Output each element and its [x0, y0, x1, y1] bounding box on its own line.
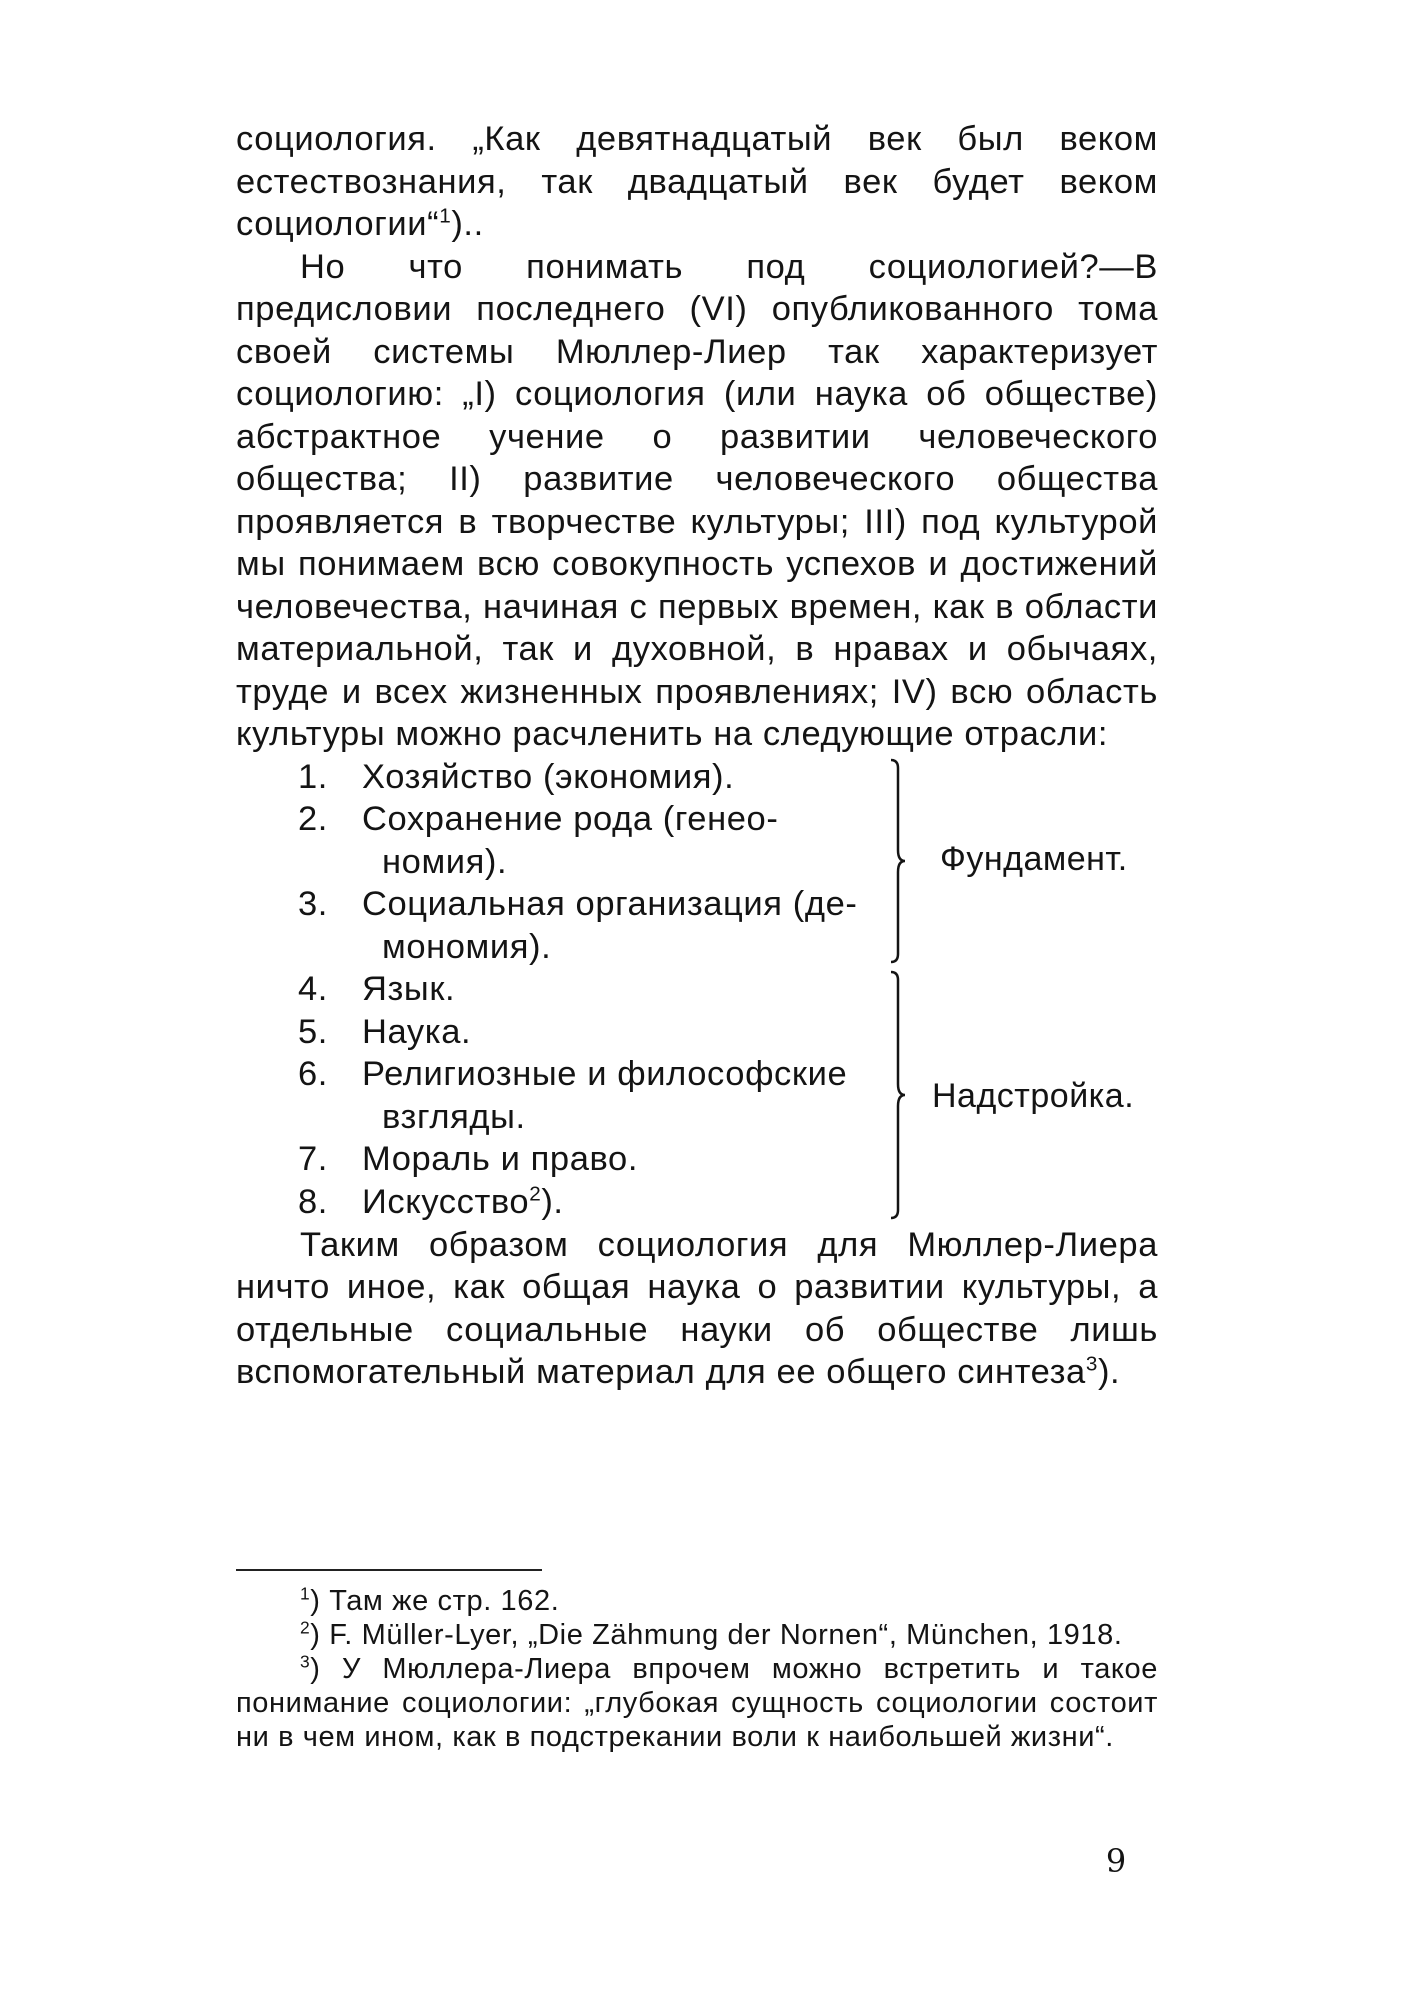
list-item-continuation: взгляды. — [382, 1097, 526, 1136]
list-item-number: 4. — [298, 970, 328, 1008]
footnote — [236, 1652, 1158, 1754]
list-item-text: Наука. — [362, 1012, 472, 1051]
list-item-text: Искусство — [362, 1182, 530, 1221]
list-item-number: 8. — [298, 1182, 328, 1221]
list-item — [236, 1181, 876, 1224]
list-item-continuation: номия). — [382, 842, 508, 881]
group-label-foundation: Фундамент. — [940, 839, 1128, 878]
paragraph-1-text: социология. „Как девятнадцатый век был веком естествознания, так двадцатый век будет веком социологии“ — [236, 120, 1158, 243]
culture-branches-list — [236, 756, 1158, 1224]
list-item-number: 6. — [298, 1055, 328, 1093]
footnote-ref-2[interactable]: 2 — [529, 1182, 542, 1206]
list-item — [236, 1011, 876, 1054]
list-item — [236, 756, 876, 799]
footnotes — [236, 1584, 1158, 1754]
list-item-text: Социальная организация (де- — [362, 885, 858, 923]
brace-shape — [888, 758, 916, 964]
group-label-superstructure: Надстройка. — [932, 1076, 1135, 1115]
paragraph-2: Но что понимать под социологией?—В предисловии последнего (VI) опубликованного тома своей системы Мюллер-Лиер так характеризует социологию: „I) социология (или наука об обществе) абстрактное учение о развитии человеческого общества; II) развитие человеческого общества проявляется в творчестве культуры; III) под культурой мы понимаем всю совокупность успехов и достижений человечества, начиная с первых времен, как в области материальной, так и духовной, в нравах и обычаях, труде и всех жизненных проявлениях; IV) всю область культуры можно расчленить на следующие отрасли: — [236, 247, 1158, 753]
paragraph-3-text: Таким образом социология для Мюллер-Лиера ничто иное, как общая наука о развитии культуры, а отдельные социальные науки об обществе лишь вспомогательный материал для ее общего синтеза — [236, 1225, 1158, 1391]
footnote-mark: 3 — [300, 1651, 311, 1672]
list-item — [236, 883, 876, 968]
branches-list — [236, 756, 876, 1224]
list-item-text: Сохранение рода (генео- — [362, 800, 779, 838]
footnote — [236, 1618, 1158, 1652]
list-item-end: ). — [541, 1182, 564, 1221]
footnote-mark: 2 — [300, 1617, 311, 1638]
footnote-mark: 1 — [300, 1583, 311, 1604]
list-item-number: 3. — [298, 885, 328, 923]
list-item-number: 2. — [298, 800, 328, 838]
paragraph-1-end: ).. — [451, 205, 484, 243]
list-item-text: Религиозные и философские — [362, 1055, 848, 1093]
main-text — [236, 118, 1158, 1394]
list-item-text: Язык. — [362, 970, 456, 1008]
list-item-number: 5. — [298, 1012, 328, 1051]
right-brace-superstructure — [888, 970, 916, 1220]
paragraph-3 — [236, 1224, 1158, 1394]
list-item-text: Хозяйство (экономия). — [362, 757, 735, 796]
footnote-text: ) У Мюллера-Лиера впрочем можно встретить и такое понимание социологии: „глубокая сущность социологии состоит ни в чем ином, как в подстрекании воли к наибольшей жизни“. — [236, 1653, 1158, 1753]
paragraph-1 — [236, 118, 1158, 246]
page-number: 9 — [1105, 1842, 1127, 1880]
list-item — [236, 798, 876, 883]
footnote-divider — [236, 1569, 542, 1571]
footnote-ref-1[interactable]: 1 — [439, 204, 452, 228]
footnote — [236, 1584, 1158, 1618]
list-item — [236, 1053, 876, 1138]
list-item — [236, 1138, 876, 1181]
list-item-continuation: мономия). — [382, 927, 552, 966]
right-brace-foundation — [888, 758, 916, 964]
brace-shape — [888, 970, 916, 1220]
footnote-text: ) Там же стр. 162. — [310, 1585, 560, 1617]
list-item-text: Мораль и право. — [362, 1140, 639, 1178]
footnote-ref-3[interactable]: 3 — [1085, 1352, 1098, 1376]
list-item — [236, 968, 876, 1011]
paragraph-3-end: ). — [1097, 1353, 1121, 1391]
list-item-number: 7. — [298, 1140, 328, 1178]
footnote-text: ) F. Müller-Lyer, „Die Zähmung der Nornen“, München, 1918. — [310, 1619, 1123, 1651]
list-item-number: 1. — [298, 757, 328, 796]
